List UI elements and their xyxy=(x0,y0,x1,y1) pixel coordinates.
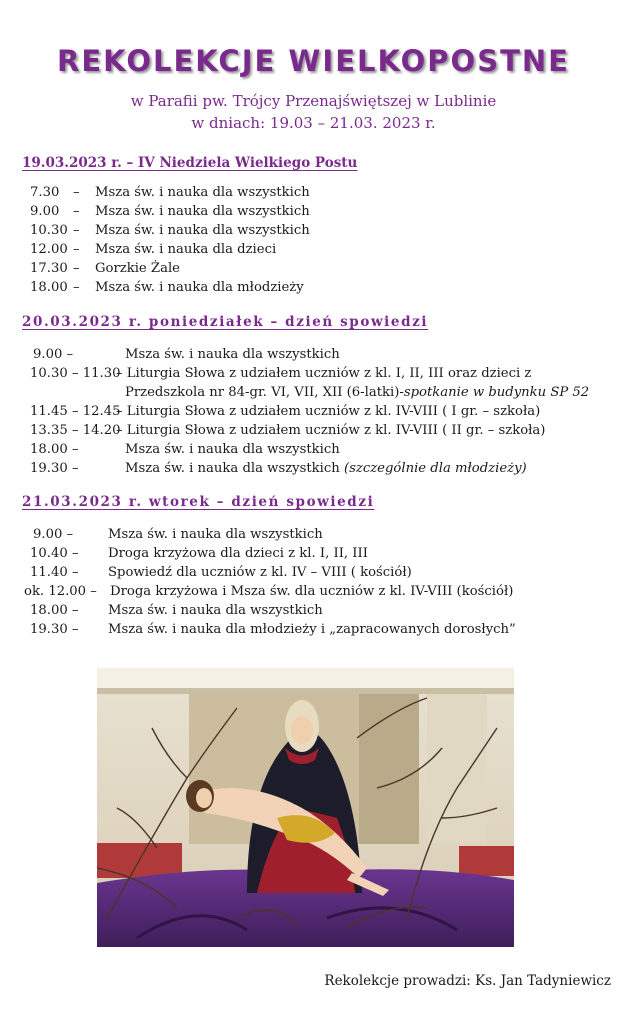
section-heading-monday: 20.03.2023 r. poniedziałek – dzień spowiedzi xyxy=(22,314,429,330)
schedule-row-continuation xyxy=(125,383,589,402)
schedule-note: -spotkanie w budynku SP 52 xyxy=(399,385,590,400)
schedule-text: Msza św. i nauka dla dzieci xyxy=(95,242,277,257)
schedule-dash: – xyxy=(73,261,80,276)
schedule-dash: – xyxy=(73,223,80,238)
page-title: REKOLEKCJE WIELKOPOSTNE xyxy=(57,44,570,78)
schedule-dash: – xyxy=(73,185,80,200)
schedule-time: 11.45 – 12.45 xyxy=(30,404,121,419)
schedule-time: 19.30 – xyxy=(30,622,79,637)
schedule-text: Spowiedź dla uczniów z kl. IV – VIII ( kościół) xyxy=(108,565,412,580)
schedule-time: 9.00 xyxy=(30,204,60,219)
schedule-text: Przedszkola nr 84-gr. VI, VII, XII (6-latki) xyxy=(125,385,400,400)
schedule-time: 11.40 – xyxy=(30,565,79,580)
schedule-dash: – xyxy=(73,242,80,257)
pieta-photo xyxy=(97,668,514,947)
footer-preacher: Rekolekcje prowadzi: Ks. Jan Tadyniewicz xyxy=(324,973,611,989)
schedule-time: 7.30 xyxy=(30,185,60,200)
schedule-time: 10.40 – xyxy=(30,546,79,561)
schedule-text: Msza św. i nauka dla wszystkich xyxy=(95,223,310,238)
schedule-dash: – xyxy=(73,204,80,219)
schedule-time: ok. 12.00 – xyxy=(24,584,97,599)
schedule-time: 18.00 xyxy=(30,280,68,295)
schedule-text: Msza św. i nauka dla wszystkich xyxy=(125,442,340,457)
pieta-illustration xyxy=(97,668,514,947)
schedule-text: Msza św. i nauka dla młodzieży xyxy=(95,280,304,295)
schedule-time: 9.00 – xyxy=(33,527,74,542)
section-heading-tuesday: 21.03.2023 r. wtorek – dzień spowiedzi xyxy=(22,494,375,510)
schedule-time: 10.30 xyxy=(30,223,68,238)
schedule-time: 9.00 – xyxy=(33,347,74,362)
schedule-note: (szczególnie dla młodzieży) xyxy=(343,461,527,476)
schedule-text: Msza św. i nauka dla wszystkich xyxy=(108,603,323,618)
subtitle-dates: w dniach: 19.03 – 21.03. 2023 r. xyxy=(191,114,436,132)
schedule-time: 12.00 xyxy=(30,242,68,257)
schedule-text: Msza św. i nauka dla wszystkich xyxy=(125,347,340,362)
subtitle-parish: w Parafii pw. Trójcy Przenajświętszej w Lublinie xyxy=(130,92,497,110)
schedule-text: – Liturgia Słowa z udziałem uczniów z kl. IV-VIII ( II gr. – szkoła) xyxy=(116,423,546,438)
schedule-text: Msza św. i nauka dla wszystkich xyxy=(108,527,323,542)
schedule-dash: – xyxy=(73,280,80,295)
schedule-text: Msza św. i nauka dla wszystkich (szczególnie dla młodzieży) xyxy=(125,461,527,476)
schedule-time: 19.30 – xyxy=(30,461,79,476)
schedule-text: – Liturgia Słowa z udziałem uczniów z kl. I, II, III oraz dzieci z xyxy=(116,366,532,381)
schedule-time: 18.00 – xyxy=(30,603,79,618)
schedule-text: Gorzkie Żale xyxy=(95,261,180,276)
schedule-text: Droga krzyżowa i Msza św. dla uczniów z kl. IV-VIII (kościół) xyxy=(110,584,514,599)
schedule-text: Droga krzyżowa dla dzieci z kl. I, II, III xyxy=(108,546,368,561)
schedule-time: 18.00 – xyxy=(30,442,79,457)
schedule-text: – Liturgia Słowa z udziałem uczniów z kl. IV-VIII ( I gr. – szkoła) xyxy=(116,404,541,419)
schedule-text: Msza św. i nauka dla wszystkich xyxy=(95,204,310,219)
schedule-time: 13.35 – 14.20 xyxy=(30,423,121,438)
schedule-time: 17.30 xyxy=(30,261,68,276)
schedule-text: Msza św. i nauka dla wszystkich xyxy=(95,185,310,200)
schedule-text: Msza św. i nauka dla młodzieży i „zapracowanych dorosłych” xyxy=(108,622,516,637)
section-heading-sunday: 19.03.2023 r. – IV Niedziela Wielkiego Postu xyxy=(22,155,358,171)
schedule-time: 10.30 – 11.30 xyxy=(30,366,121,381)
